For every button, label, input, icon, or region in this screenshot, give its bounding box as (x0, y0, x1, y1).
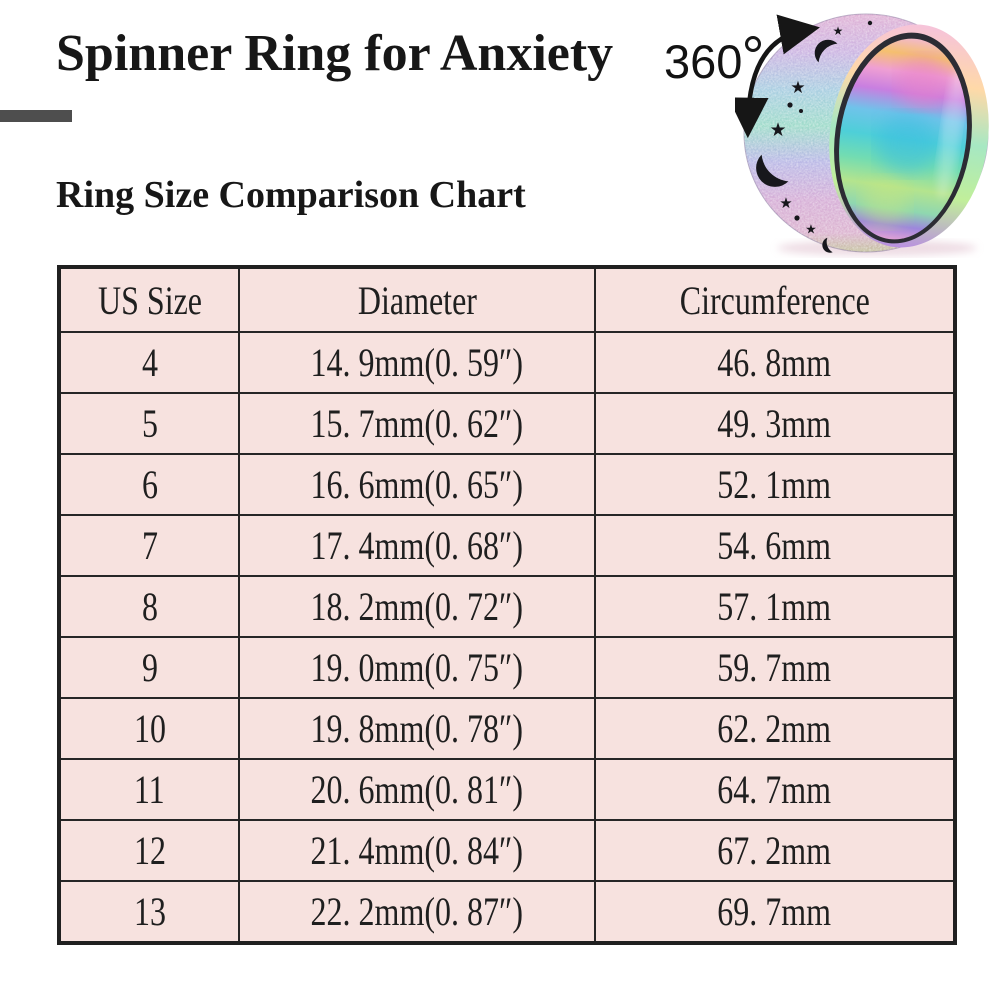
diameter-cell: 20. 6mm(0. 81″) (239, 759, 595, 820)
diameter-cell: 21. 4mm(0. 84″) (239, 820, 595, 881)
star-icon: ★ (832, 24, 844, 38)
table-row (59, 759, 955, 820)
circumference-cell: 57. 1mm (595, 576, 955, 637)
diameter-cell: 18. 2mm(0. 72″) (239, 576, 595, 637)
circumference-cell: 46. 8mm (595, 332, 955, 393)
table-row (59, 576, 955, 637)
column-header-diameter: Diameter (239, 267, 595, 332)
table-header-row (59, 267, 955, 332)
diameter-cell: 16. 6mm(0. 65″) (239, 454, 595, 515)
dot-decoration (787, 102, 792, 107)
spinner-ring-illustration (735, 2, 1001, 258)
table-row (59, 698, 955, 759)
star-icon: ★ (779, 194, 793, 212)
us-size-cell: 9 (59, 637, 239, 698)
rotation-degrees-label: 360 (664, 35, 743, 88)
star-icon: ★ (805, 222, 817, 238)
table-row (59, 454, 955, 515)
us-size-cell: 4 (59, 332, 239, 393)
table-row (59, 820, 955, 881)
diameter-cell: 19. 0mm(0. 75″) (239, 637, 595, 698)
dot-decoration (799, 109, 803, 113)
table-row (59, 881, 955, 943)
diameter-cell: 15. 7mm(0. 62″) (239, 393, 595, 454)
circumference-cell: 49. 3mm (595, 393, 955, 454)
diameter-cell: 14. 9mm(0. 59″) (239, 332, 595, 393)
table-row (59, 515, 955, 576)
dot-decoration (794, 215, 799, 220)
gray-accent-bar (0, 110, 72, 122)
dot-decoration (868, 21, 872, 25)
diameter-cell: 22. 2mm(0. 87″) (239, 881, 595, 943)
ring-size-table (57, 265, 957, 945)
circumference-cell: 59. 7mm (595, 637, 955, 698)
circumference-cell: 67. 2mm (595, 820, 955, 881)
star-icon: ★ (790, 78, 806, 98)
table-row (59, 637, 955, 698)
circumference-cell: 54. 6mm (595, 515, 955, 576)
us-size-cell: 11 (59, 759, 239, 820)
chart-subtitle: Ring Size Comparison Chart (56, 174, 526, 216)
circumference-cell: 62. 2mm (595, 698, 955, 759)
star-icon: ★ (769, 119, 787, 141)
us-size-cell: 10 (59, 698, 239, 759)
diameter-cell: 19. 8mm(0. 78″) (239, 698, 595, 759)
us-size-cell: 7 (59, 515, 239, 576)
circumference-cell: 69. 7mm (595, 881, 955, 943)
column-header-us-size: US Size (59, 267, 239, 332)
us-size-cell: 13 (59, 881, 239, 943)
circumference-cell: 52. 1mm (595, 454, 955, 515)
column-header-circumference: Circumference (595, 267, 955, 332)
us-size-cell: 6 (59, 454, 239, 515)
us-size-cell: 12 (59, 820, 239, 881)
page-title: Spinner Ring for Anxiety (56, 25, 614, 82)
table-row (59, 393, 955, 454)
us-size-cell: 8 (59, 576, 239, 637)
us-size-cell: 5 (59, 393, 239, 454)
diameter-cell: 17. 4mm(0. 68″) (239, 515, 595, 576)
circumference-cell: 64. 7mm (595, 759, 955, 820)
spinner-ring-photo (735, 2, 1001, 258)
table-row (59, 332, 955, 393)
